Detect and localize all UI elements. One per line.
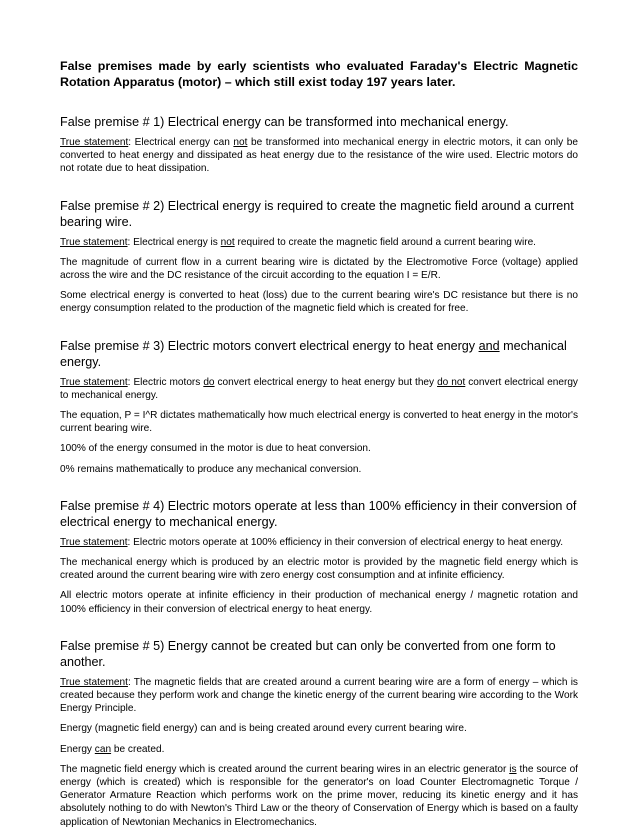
text-run: Energy (magnetic field energy) can and is being created around every current bearing wire. [60, 723, 467, 735]
premise-section [60, 498, 578, 616]
text-run: The magnetic field energy which is created around the current bearing wires in an electric generator [60, 763, 510, 775]
underlined-text: True statement [60, 137, 129, 148]
text-run: mechanical energy. [60, 338, 567, 369]
text-run: convert electrical energy to heat energy but they [214, 376, 438, 388]
body-paragraph [60, 409, 578, 435]
premise-section [60, 114, 578, 176]
true-statement-paragraph [60, 236, 578, 249]
text-run: : Electric motors operate at 100% efficiency in their conversion of electrical energy to heat energy. [127, 536, 564, 548]
document-title: False premises made by early scientists who evaluated Faraday's Electric Magnetic Rotation Apparatus (motor) – which still exist today 197 years later. [60, 59, 578, 89]
true-statement-paragraph [60, 536, 578, 549]
underlined-text: True statement [60, 536, 128, 548]
text-run: Energy [60, 743, 95, 755]
true-statement-paragraph [60, 676, 578, 716]
text-run: Some electrical energy is converted to heat (loss) due to the current bearing wire's DC resistance but there is no energy consumption related to the production of the magnetic field which is created for free. [60, 290, 578, 315]
body-paragraph [60, 463, 578, 476]
premise-heading: False premise # 1) Electrical energy can be transformed into mechanical energy. [60, 115, 509, 129]
text-run: be transformed into mechanical energy in electric motors, it can only be converted to heat energy and dissipated as heat energy due to the resistance of the wire used. Electric motors do not rotate due to heat dissipation. [60, 137, 578, 175]
body-paragraph [60, 442, 578, 455]
text-run: The equation, P = I^R dictates mathematically how much electrical energy is converted to heat energy in the motor's current bearing wire. [60, 410, 578, 435]
text-run: : Electrical energy is [127, 236, 221, 248]
underlined-text: do [203, 376, 215, 388]
underlined-text: is [509, 763, 517, 775]
body-paragraph [60, 256, 578, 282]
premise-heading: False premise # 2) Electrical energy is required to create the magnetic field around a current bearing wire. [60, 198, 574, 229]
underlined-text: do not [437, 376, 466, 388]
body-paragraph [60, 722, 578, 735]
text-run: The mechanical energy which is produced by an electric motor is provided by the magnetic field energy which is created around the current bearing wire with zero energy cost consumption and at infinite efficiency. [60, 557, 578, 582]
text-run: the source of energy (which is created) which is responsible for the generator's on load Counter Electromagnetic Torque / Generator Armature Reaction which performs work on the prime mover, reducing its kinetic energy and it has absolutely nothing to do with Newton's Third Law or the theory of Conservation of Energy which is based on a faulty application of Newtonian Mechanics in Electromechanics. [60, 763, 578, 828]
underlined-text: True statement [60, 236, 128, 248]
premise-heading [60, 338, 578, 370]
premise-list [60, 114, 578, 829]
underlined-text: can [94, 743, 112, 755]
premise-section [60, 198, 578, 316]
body-paragraph [60, 589, 578, 615]
premise-section [60, 338, 578, 476]
text-run: 0% remains mathematically to produce any mechanical conversion. [60, 463, 362, 475]
text-run: The magnitude of current flow in a current bearing wire is dictated by the Electromotive Force (voltage) applied across the wire and the DC resistance of the circuit according to the equation I = E/R. [60, 256, 578, 282]
text-run: : Electrical energy can [128, 137, 234, 148]
underlined-text: not [233, 137, 248, 148]
true-statement-paragraph [60, 376, 578, 402]
true-statement-paragraph [60, 136, 578, 176]
text-run: required to create the magnetic field around a current bearing wire. [234, 236, 536, 248]
body-paragraph [60, 763, 578, 829]
premise-section [60, 638, 578, 829]
text-run: All electric motors operate at infinite efficiency in their production of mechanical energy / magnetic rotation and 100% efficiency in their conversion of electrical energy to heat energy. [60, 590, 578, 615]
underlined-text: and [478, 338, 500, 353]
text-run: 100% of the energy consumed in the motor is due to heat conversion. [60, 443, 371, 455]
body-paragraph [60, 743, 578, 756]
premise-heading: False premise # 5) Energy cannot be created but can only be converted from one form to another. [60, 638, 556, 669]
body-paragraph [60, 556, 578, 582]
underlined-text: True statement [60, 376, 128, 388]
text-run: be created. [111, 743, 165, 755]
premise-heading: False premise # 4) Electric motors operate at less than 100% efficiency in their conversion of electrical energy to mechanical energy. [60, 498, 577, 529]
underlined-text: not [220, 236, 235, 248]
text-run: : Electric motors [127, 376, 204, 388]
underlined-text: True statement [60, 676, 128, 688]
body-paragraph [60, 289, 578, 315]
text-run: : The magnetic fields that are created around a current bearing wire are a form of energy – which is created because they perform work and change the kinetic energy of the current bearing wire according to the Work Energy Principle. [60, 676, 578, 715]
text-run: convert electrical energy to mechanical energy. [60, 376, 578, 401]
text-run: False premise # 3) Electric motors convert electrical energy to heat energy [60, 338, 479, 353]
